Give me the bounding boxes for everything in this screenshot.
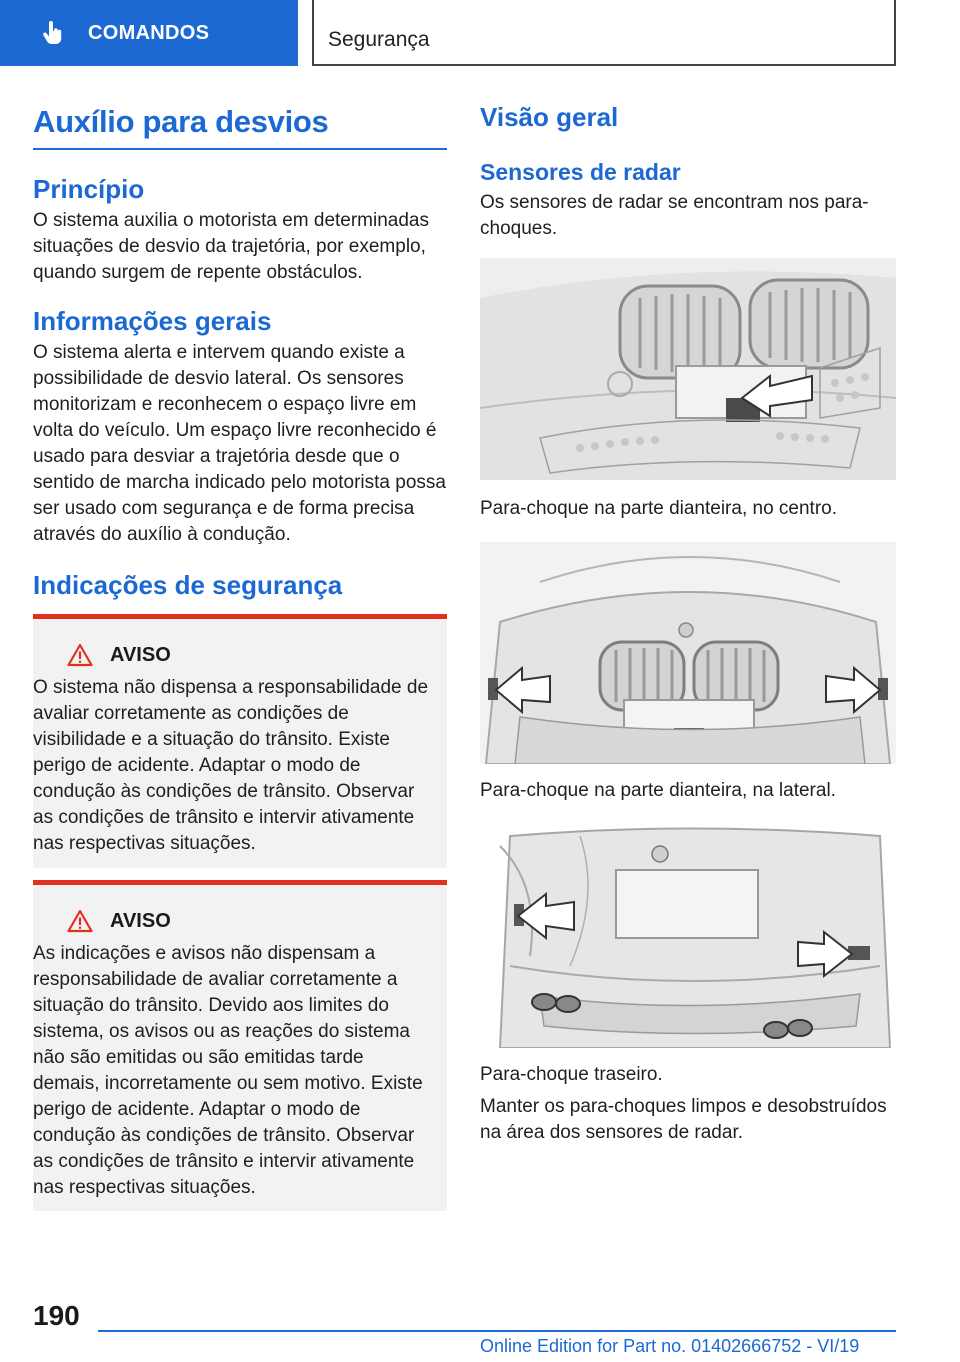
warning-triangle-icon [67,909,93,933]
paragraph-radar-sensors: Os sensores de radar se encontram nos para-choques. [480,192,869,239]
warning-title: AVISO [110,909,171,932]
caption-rear: Para-choque traseiro. [480,1064,663,1085]
chapter-tab-label: COMANDOS [88,21,210,44]
page-header [0,0,960,66]
hand-pointer-icon [42,21,64,45]
page-number: 190 [33,1300,80,1331]
footer-edition: Online Edition for Part no. 01402666752 - VI/19 [480,1336,860,1356]
section-label: Segurança [328,28,430,51]
heading-safety: Indicações de segurança [33,570,343,600]
warning-title: AVISO [110,643,171,666]
right-column [480,100,896,242]
figure-rear [480,826,896,1048]
paragraph-general-info: O sistema alerta e intervem quando existe a possibilidade de desvio lateral. Os sensores monitorizam e reconhecem o espaço livre em volta do veículo. Um espaço livre reconhecido é usado para desviar a trajetória desde que o sentido de marcha indicado pelo motorista possa ser usado com segurança e de forma precisa através do auxílio à condução. [33,342,446,545]
warning-text: As indicações e avisos não dispensam a responsabilidade de avaliar corretamente a situação do trânsito. Devido aos limites do sistema, os avisos ou as reações do sistema não são emitidas ou são emitidas tarde demais, incorretamente ou sem motivo. Existe perigo de acidente. Adaptar o modo de condução às condições de trânsito. Observar as condições de trânsito e intervir ativamente nas respectivas situações. [33,943,423,1198]
figure-front-lateral [480,542,896,764]
footer-rule [98,1330,896,1332]
warning-triangle-icon [67,643,93,667]
caption-front-lateral: Para-choque na parte dianteira, na lateral. [480,780,836,801]
section-frame [312,0,896,66]
chapter-tab[interactable] [0,0,298,66]
front-lateral-illustration [480,542,896,764]
front-center-illustration [480,258,896,480]
paragraph-principle: O sistema auxilia o motorista em determinadas situações de desvio da trajetória, por exemplo, quando surgem de repente obstáculos. [33,210,429,283]
warning-header [67,641,435,669]
heading-general-info: Informações gerais [33,306,272,336]
heading-overview: Visão geral [480,102,619,132]
title-rule [33,148,447,150]
heading-principle: Princípio [33,174,145,204]
paragraph-closing: Manter os para-choques limpos e desobstruídos na área dos sensores de radar. [480,1096,887,1143]
warning-header [67,907,435,935]
warning-box-1 [33,614,447,868]
warning-box-2 [33,880,447,1211]
left-column [33,100,447,602]
rear-bumper-illustration [480,826,896,1048]
heading-radar-sensors: Sensores de radar [480,159,681,185]
warning-text: O sistema não dispensa a responsabilidade de avaliar corretamente as condições de visibilidade e a situação do trânsito. Existe perigo de acidente. Adaptar o modo de condução às condições de trânsito. Observar as condições de trânsito e intervir ativamente nas respectivas situações. [33,677,429,854]
figure-front-center [480,258,896,480]
page-title: Auxílio para desvios [33,104,329,139]
caption-front-center: Para-choque na parte dianteira, no centro. [480,498,838,519]
